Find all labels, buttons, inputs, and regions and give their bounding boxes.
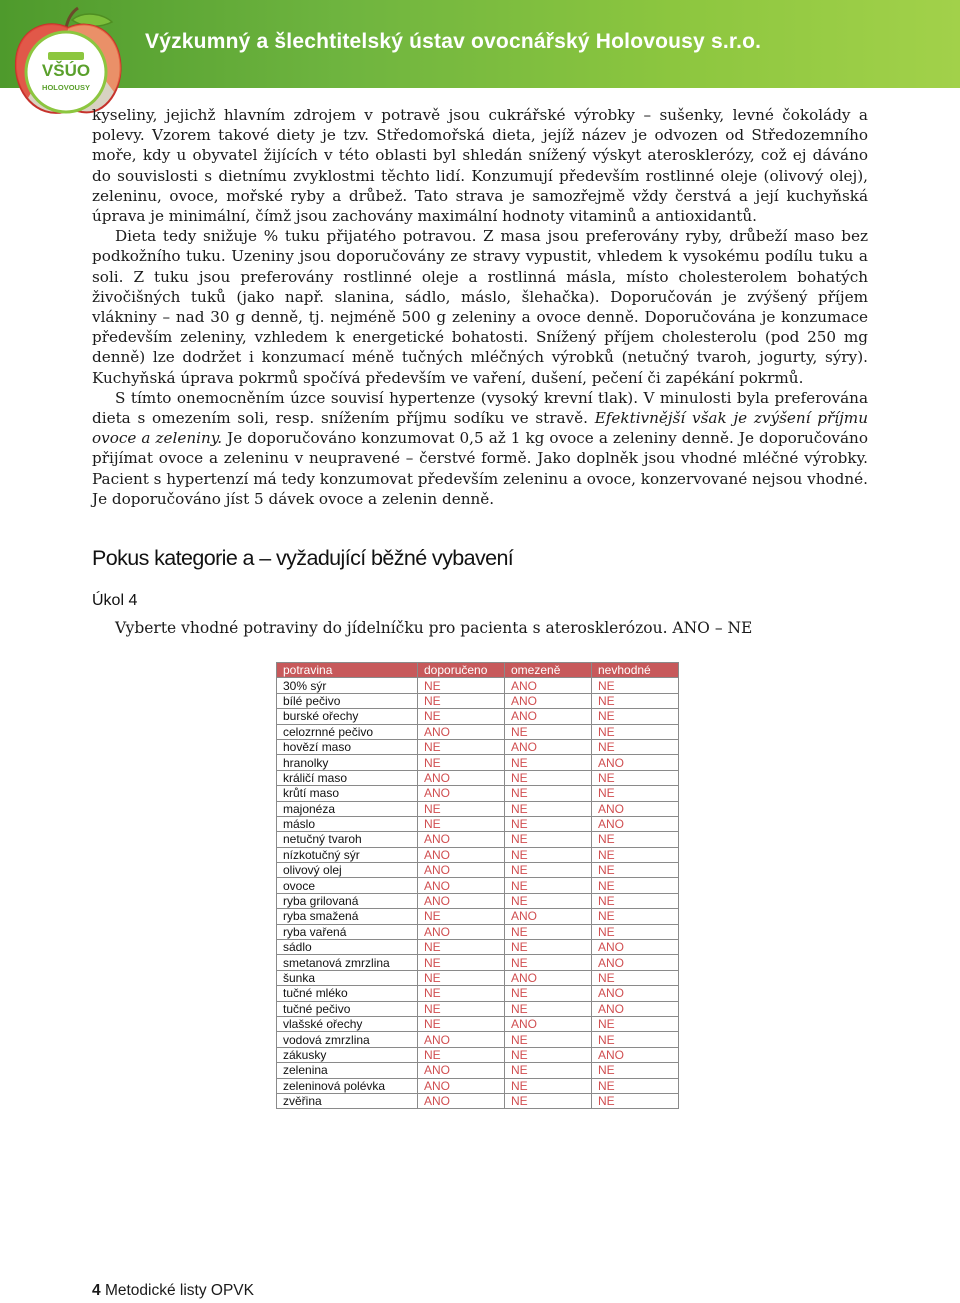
answer-cell: ANO xyxy=(418,832,505,847)
food-table xyxy=(276,662,679,1109)
table-row xyxy=(277,893,679,908)
logo-sub-text: HOLOVOUSY xyxy=(42,83,90,92)
answer-cell: NE xyxy=(592,863,679,878)
table-row xyxy=(277,832,679,847)
answer-cell: ANO xyxy=(418,1078,505,1093)
answer-cell: NE xyxy=(418,970,505,985)
answer-cell: ANO xyxy=(418,924,505,939)
table-row xyxy=(277,863,679,878)
task-text: Vyberte vhodné potraviny do jídelníčku pro pacienta s aterosklerózou. ANO – NE xyxy=(115,619,753,637)
paragraph-text: Je doporučováno konzumovat 0,5 až 1 kg ovoce a zeleniny denně. Je doporučováno přijímat ovoce a zeleninu v neupravené – čerstvé formě. Jako doplněk jsou vhodné mléčné výrobky. Pacient s hypertenzí má tedy konzumovat především zeleninu a ovoce, konzervované nejsou vhodné. Je doporučováno jíst 5 dávek ovoce a zelenin denně. xyxy=(92,429,868,508)
answer-cell: ANO xyxy=(505,1016,592,1031)
answer-cell: ANO xyxy=(592,1001,679,1016)
answer-cell: NE xyxy=(592,678,679,693)
table-row xyxy=(277,970,679,985)
answer-cell: NE xyxy=(418,678,505,693)
food-name: ryba vařená xyxy=(277,924,418,939)
header-limited: omezeně xyxy=(505,663,592,678)
food-name: tučné pečivo xyxy=(277,1001,418,1016)
answer-cell: NE xyxy=(505,1078,592,1093)
table-row xyxy=(277,816,679,831)
answer-cell: NE xyxy=(505,986,592,1001)
answer-cell: ANO xyxy=(418,724,505,739)
answer-cell: ANO xyxy=(418,1032,505,1047)
food-name: sádlo xyxy=(277,940,418,955)
answer-cell: NE xyxy=(505,1032,592,1047)
footer-text: Metodické listy OPVK xyxy=(104,1282,254,1299)
answer-cell: NE xyxy=(592,924,679,939)
answer-cell: NE xyxy=(592,786,679,801)
food-name: šunka xyxy=(277,970,418,985)
answer-cell: NE xyxy=(418,909,505,924)
header-title: Výzkumný a šlechtitelský ústav ovocnářský Holovousy s.r.o. xyxy=(145,30,762,53)
food-name: ryba grilovaná xyxy=(277,893,418,908)
food-name: tučné mléko xyxy=(277,986,418,1001)
task-title: Úkol 4 xyxy=(92,592,138,609)
table-row xyxy=(277,1001,679,1016)
answer-cell: NE xyxy=(418,693,505,708)
table-row xyxy=(277,801,679,816)
answer-cell: ANO xyxy=(592,940,679,955)
answer-cell: ANO xyxy=(505,970,592,985)
food-name: zeleninová polévka xyxy=(277,1078,418,1093)
food-name: hranolky xyxy=(277,755,418,770)
answer-cell: ANO xyxy=(418,1063,505,1078)
food-name: ovoce xyxy=(277,878,418,893)
answer-cell: NE xyxy=(592,909,679,924)
answer-cell: ANO xyxy=(418,878,505,893)
answer-cell: NE xyxy=(505,1093,592,1108)
answer-cell: ANO xyxy=(418,893,505,908)
answer-cell: NE xyxy=(592,709,679,724)
answer-cell: NE xyxy=(505,755,592,770)
answer-cell: ANO xyxy=(592,986,679,1001)
table-row xyxy=(277,755,679,770)
answer-cell: NE xyxy=(505,847,592,862)
answer-cell: ANO xyxy=(592,755,679,770)
logo-main-text: VŠÚO xyxy=(41,61,91,80)
answer-cell: NE xyxy=(418,739,505,754)
paragraph-emphasis: Efektivnější však je zvýšení příjmu ovoce a zeleniny. xyxy=(92,409,868,448)
table-row xyxy=(277,709,679,724)
food-name: ryba smažená xyxy=(277,909,418,924)
answer-cell: NE xyxy=(418,940,505,955)
paragraph-text: S tímto onemocněním úzce souvisí hypertenze (vysoký krevní tlak). V minulosti byla preferována dieta s omezením soli, resp. snížením příjmu sodíku ve stravě. xyxy=(92,388,868,428)
paragraph-text: kyseliny, jejichž hlavním zdrojem v potravě jsou cukrářské výrobky – sušenky, levné čokolády a polevy. Vzorem takové diety je tzv. Středomořská dieta, jejíž název je odvozen od Středozemního moře, kdy u obyvatel žijících v této oblasti byl shledán snížený výskyt aterosklerózy, což ej dáváno do souvislosti s dietnímu zvyklostmi těchto lidí. Konzumují především rostlinné oleje (olivový olej), zeleninu, ovoce, mořské ryby a drůbež. Tato strava je samozřejmě vždy čerstvá a její kuchyňská úprava je minimální, čímž jsou zachovány maximální hodnoty vitaminů a antioxidantů. xyxy=(92,106,868,226)
answer-cell: ANO xyxy=(418,863,505,878)
food-name: nízkotučný sýr xyxy=(277,847,418,862)
answer-cell: NE xyxy=(418,709,505,724)
table-row xyxy=(277,986,679,1001)
food-name: zákusky xyxy=(277,1047,418,1062)
food-name: bílé pečivo xyxy=(277,693,418,708)
answer-cell: ANO xyxy=(418,847,505,862)
answer-cell: NE xyxy=(505,863,592,878)
food-name: celozrnné pečivo xyxy=(277,724,418,739)
answer-cell: NE xyxy=(592,739,679,754)
answer-cell: NE xyxy=(505,940,592,955)
answer-cell: NE xyxy=(592,693,679,708)
paragraph xyxy=(92,226,868,388)
answer-cell: NE xyxy=(418,801,505,816)
food-name: vodová zmrzlina xyxy=(277,1032,418,1047)
answer-cell: NE xyxy=(592,1093,679,1108)
table-row xyxy=(277,678,679,693)
body-text xyxy=(92,105,868,509)
answer-cell: ANO xyxy=(592,955,679,970)
answer-cell: ANO xyxy=(505,693,592,708)
answer-cell: NE xyxy=(505,816,592,831)
food-name: smetanová zmrzlina xyxy=(277,955,418,970)
table-row xyxy=(277,1063,679,1078)
answer-cell: ANO xyxy=(418,770,505,785)
answer-cell: NE xyxy=(592,1078,679,1093)
answer-cell: NE xyxy=(505,924,592,939)
answer-cell: NE xyxy=(418,1001,505,1016)
answer-cell: ANO xyxy=(592,816,679,831)
answer-cell: NE xyxy=(505,770,592,785)
answer-cell: NE xyxy=(505,1063,592,1078)
food-name: majonéza xyxy=(277,801,418,816)
food-name: 30% sýr xyxy=(277,678,418,693)
answer-cell: NE xyxy=(505,801,592,816)
food-name: hovězí maso xyxy=(277,739,418,754)
food-name: burské ořechy xyxy=(277,709,418,724)
paragraph-text: Dieta tedy snižuje % tuku přijatého potravou. Z masa jsou preferovány ryby, drůbeží maso bez podkožního tuku. Uzeniny jsou doporučovány ze stravy vypustit, vhledem k vysokému podílu tuku a soli. Z tuku jsou preferovány rostlinné oleje a rostlinná másla, místo cholesterolem bohatých živočišných tuků (jako např. slanina, sádlo, máslo, šlehačka). Doporučován je zvýšený příjem vlákniny – nad 30 g denně, tj. nejméně 500 g zeleniny a ovoce denně. Doporučována je konzumace především zeleniny, vzhledem k energetické bohatosti. Snížený příjem cholesterolu (pod 250 mg denně) lze dodržet i konzumací méně tučných mléčných výrobků (netučný tvaroh, jogurty, sýry). Kuchyňská úprava pokrmů spočívá především ve vaření, dušení, pečení či zapékání pokrmů. xyxy=(92,227,868,387)
food-name: zvěřina xyxy=(277,1093,418,1108)
answer-cell: NE xyxy=(592,832,679,847)
answer-cell: NE xyxy=(592,1063,679,1078)
table-row xyxy=(277,878,679,893)
table-row xyxy=(277,724,679,739)
table-row xyxy=(277,1016,679,1031)
answer-cell: NE xyxy=(592,893,679,908)
table-row xyxy=(277,1032,679,1047)
answer-cell: ANO xyxy=(418,1093,505,1108)
table-row xyxy=(277,1047,679,1062)
answer-cell: NE xyxy=(505,878,592,893)
answer-cell: NE xyxy=(418,816,505,831)
answer-cell: NE xyxy=(418,755,505,770)
answer-cell: NE xyxy=(592,1016,679,1031)
table-row xyxy=(277,1093,679,1108)
table-row xyxy=(277,955,679,970)
table-row xyxy=(277,770,679,785)
apple-logo xyxy=(8,6,128,121)
table-row xyxy=(277,847,679,862)
table-row xyxy=(277,909,679,924)
food-name: králičí maso xyxy=(277,770,418,785)
footer xyxy=(92,1282,254,1300)
answer-cell: ANO xyxy=(505,739,592,754)
header-recommended: doporučeno xyxy=(418,663,505,678)
table-row xyxy=(277,924,679,939)
answer-cell: NE xyxy=(505,724,592,739)
table-row xyxy=(277,693,679,708)
answer-cell: NE xyxy=(592,724,679,739)
section-title: Pokus kategorie a – vyžadující běžné vybavení xyxy=(92,546,514,570)
answer-cell: NE xyxy=(592,1032,679,1047)
food-name: vlašské ořechy xyxy=(277,1016,418,1031)
paragraph xyxy=(92,105,868,226)
header-food: potravina xyxy=(277,663,418,678)
answer-cell: NE xyxy=(505,955,592,970)
answer-cell: ANO xyxy=(505,678,592,693)
answer-cell: NE xyxy=(418,986,505,1001)
answer-cell: NE xyxy=(418,1016,505,1031)
header-unsuitable: nevhodné xyxy=(592,663,679,678)
food-name: máslo xyxy=(277,816,418,831)
page-number: 4 xyxy=(92,1282,101,1299)
answer-cell: NE xyxy=(505,832,592,847)
table-row xyxy=(277,940,679,955)
answer-cell: ANO xyxy=(592,1047,679,1062)
answer-cell: ANO xyxy=(592,801,679,816)
table-row xyxy=(277,739,679,754)
answer-cell: NE xyxy=(418,1047,505,1062)
answer-cell: NE xyxy=(592,770,679,785)
answer-cell: NE xyxy=(505,786,592,801)
answer-cell: NE xyxy=(505,1001,592,1016)
paragraph xyxy=(92,388,868,509)
answer-cell: NE xyxy=(592,970,679,985)
food-name: netučný tvaroh xyxy=(277,832,418,847)
answer-cell: NE xyxy=(592,847,679,862)
answer-cell: ANO xyxy=(505,909,592,924)
answer-cell: ANO xyxy=(418,786,505,801)
food-name: olivový olej xyxy=(277,863,418,878)
table-row xyxy=(277,786,679,801)
answer-cell: NE xyxy=(592,878,679,893)
food-name: krůtí maso xyxy=(277,786,418,801)
answer-cell: NE xyxy=(505,893,592,908)
header-banner xyxy=(0,0,960,88)
food-name: zelenina xyxy=(277,1063,418,1078)
answer-cell: NE xyxy=(505,1047,592,1062)
answer-cell: NE xyxy=(418,955,505,970)
table-header-row xyxy=(277,663,679,678)
answer-cell: ANO xyxy=(505,709,592,724)
table-row xyxy=(277,1078,679,1093)
